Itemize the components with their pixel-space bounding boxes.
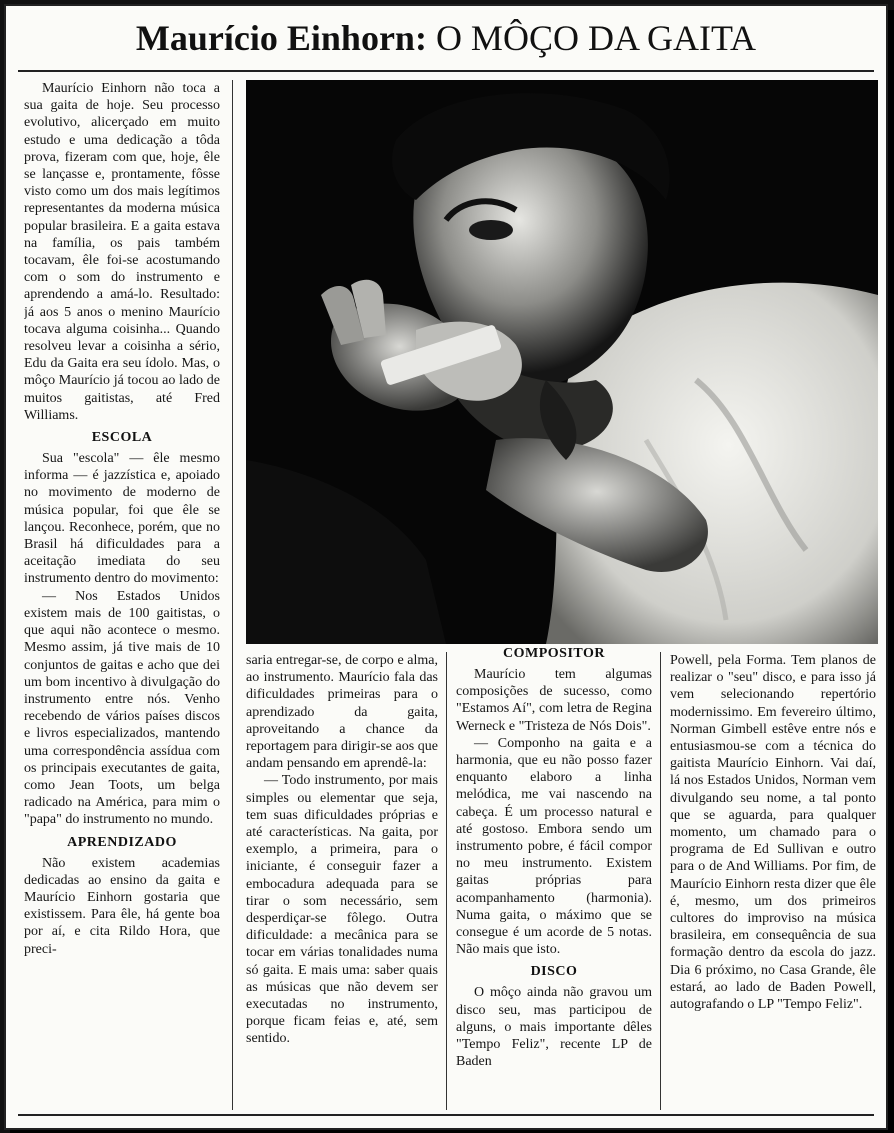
article-paragraph: Não existem academias dedicadas ao ensino da gaita e Maurício Einhorn gostaria que existissem. Para êle, há gente boa por aí, e cita Rildo Hora, que preci- (24, 855, 220, 957)
article-paragraph: — Todo instrumento, por mais simples ou elementar que seja, tem suas dificuldades próprias e até características. Na gaita, por exemplo, a primeira, para o iniciante, é conseguir fazer a embocadura adequada para se tirar o som necessário, sem desperdiçar-se fôlego. Outra dificuldade: a mecânica para se tocar em várias tonalidades numa só gaita. E mais uma: saber quais as músicas que não devem ser executadas no instrumento, porque ficam feias e, até, sem sentido. (246, 773, 438, 1047)
subheading-aprendizado: APRENDIZADO (67, 834, 177, 850)
bottom-rule (18, 1114, 874, 1116)
article-paragraph: — Componho na gaita e a harmonia, que eu não posso fazer enquanto elaboro a linha melódica, me vai nascendo na cabeça. É um processo natural e até gostoso. Embora sendo um instrumento pobre, é fácil compor no meu instrumento. Existem gaitas próprias para acompanhamento (harmonia). Numa gaita, o máximo que se consegue é um acorde de 5 notas. Não mais que isto. (456, 735, 652, 958)
headline-rule (18, 70, 874, 72)
article-paragraph: saria entregar-se, de corpo e alma, ao instrumento. Maurício fala das dificuldades primeiras para o aprendizado da gaita, aproveitando a chance da reportagem para dirigir-se aos que andam pensando em aprendê-la: (246, 653, 438, 772)
harmonica-player-photo-art (246, 80, 878, 644)
article-paragraph: — Nos Estados Unidos existem mais de 100 gaitistas, o que aqui não acontece o mesmo. Mesmo assim, já tive mais de 10 conjuntos de gaitas e acho que dei um bom incentivo à divulgação do instrumento entre nós. Venho recebendo de vários países discos e livros especializados, mantendo uma correspondência assídua com os principais executantes de gaita, como Jean Toots, um belga radicado na América, para mim o "papa" do instrumento no mundo. (24, 588, 220, 828)
headline (6, 16, 886, 60)
subheading-compositor: COMPOSITOR (503, 646, 605, 661)
article-paragraph: Sua "escola" — êle mesmo informa — é jazzística e, apoiado no movimento de moderno de música popular, foi que êle se lançou. Reconhece, porém, que no Brasil há dificuldades para a aceitação imediata do seu instrumento dentro do movimento: (24, 451, 220, 587)
article-paragraph: O môço ainda não gravou um disco seu, mas participou de alguns, o mais importante dêles "Tempo Feliz", recente LP de Baden (456, 985, 652, 1070)
column-2 (246, 652, 438, 1110)
newspaper-clipping (4, 4, 888, 1130)
subheading-escola: ESCOLA (91, 430, 153, 446)
column-rule (446, 652, 447, 1110)
headline-title: O MÔÇO DA GAITA (435, 18, 757, 58)
column-3 (456, 646, 652, 1110)
harmonica-player-photo (246, 80, 878, 644)
column-1 (24, 80, 220, 1110)
column-rule (232, 80, 233, 1110)
article-paragraph: Maurício tem algumas composições de sucesso, como "Estamos Aí", com letra de Regina Werneck e "Tristeza de Nós Dois". (456, 667, 652, 734)
subheading-disco: DISCO (530, 964, 578, 980)
headline-name: Maurício Einhorn: (135, 18, 427, 58)
column-4 (670, 652, 876, 1110)
article-paragraph: Powell, pela Forma. Tem planos de realizar o "seu" disco, e para isso já vem selecionando repertório modernissimo. Em fevereiro último, Norman Gimbell estêve entre nós e entusiasmou-se com a técnica do gaitista Maurício Einhorn. Vai daí, lá nos Estados Unidos, Norman vem divulgando seu nome, a tal ponto que se aguarda, para qualquer momento, um chamado para o programa de Ed Sullivan e outro para o de And Williams. Por fim, de Maurício Einhorn resta dizer que êle é, mesmo, um dos primeiros cultores do improviso na música brasileira, em consequência de sua formação dentro da escola do jazz. Dia 6 próximo, no Casa Grande, êle estará, ao lado de Baden Powell, autografando o LP "Tempo Feliz". (670, 653, 876, 1013)
column-rule (660, 652, 661, 1110)
article-paragraph: Maurício Einhorn não toca a sua gaita de hoje. Seu processo evolutivo, alicerçado em muito estudo e uma dedicação a tôda prova, fizeram com que, hoje, êle se lançasse e, prontamente, fôsse visto como um dos mais legítimos representantes da moderna música popular brasileira. E a gaita estava na família, os pais também tocavam, êle foi-se acostumando com o som do instrumento e aprendendo a amá-lo. Resultado: já aos 5 anos o menino Maurício tocava alguma coisinha... Quando resolveu levar a coisinha a sério, Edu da Gaita era seu ídolo. Mas, o môço Maurício já tocou ao lado de muitos gaitistas, até Fred Williams. (24, 81, 220, 423)
